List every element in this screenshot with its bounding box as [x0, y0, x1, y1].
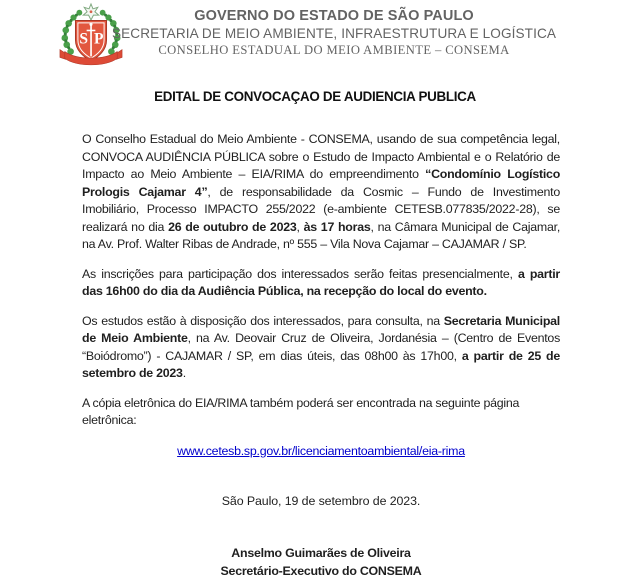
- paragraph-convocation: O Conselho Estadual do Meio Ambiente - CONSEMA, usando de sua competência legal, CONVOCA AUDIÊNCIA PÚBLICA sobre o Estudo de Impacto Ambiental e o Relatório de Impacto ao Meio Ambiente – EIA/RIMA do empreendimento “Condomínio Logístico Prologis Cajamar 4”, de responsabilidade da Cosmic – Fundo de Investimento Imobiliário, Processo IMPACTO 255/2022 (e-ambiente CETESB.077835/2022-28), se realizará no dia 26 de outubro de 2023, às 17 horas, na Câmara Municipal de Cajamar, na Av. Prof. Walter Ribas de Andrade, nº 555 – Vila Nova Cajamar – CAJAMAR / SP.: [82, 132, 561, 251]
- dateline: São Paulo, 19 de setembro de 2023.: [221, 494, 421, 508]
- paragraph-electronic-copy: A cópia eletrônica do EIA/RIMA também poderá ser encontrada na seguinte página eletrônica:: [82, 395, 520, 427]
- link-row: [82, 443, 560, 461]
- document-title: EDITAL DE CONVOCAÇAO DE AUDIENCIA PUBLICA: [154, 89, 476, 104]
- eia-rima-link[interactable]: www.cetesb.sp.gov.br/licenciamentoambiental/eia-rima: [177, 443, 465, 458]
- svg-text:S: S: [79, 30, 89, 48]
- letterhead: [50, 9, 618, 58]
- paragraph-inscriptions: As inscrições para participação dos interessados serão feitas presencialmente, a partir das 16h00 do dia da Audiência Pública, na recepção do local do evento.: [82, 266, 560, 298]
- org-name-secretariat: SECRETARIA DE MEIO AMBIENTE, INFRAESTRUTURA E LOGÍSTICA: [111, 25, 557, 41]
- paragraph-studies-availability: Os estudos estão à disposição dos interessados, para consulta, na Secretaria Municipal de Meio Ambiente, na Av. Deovair Cruz de Oliveira, Jordanésia – (Centro de Eventos “Boiódromo”) - CAJAMAR / SP, em dias úteis, das 08h00 às 17h00, a partir de 25 de setembro de 2023.: [82, 313, 561, 380]
- org-name-government: GOVERNO DO ESTADO DE SÃO PAULO: [194, 8, 474, 24]
- svg-text:P: P: [94, 30, 104, 48]
- signatory-name: Anselmo Guimarães de Oliveira: [231, 545, 411, 560]
- org-name-council: CONSELHO ESTADUAL DO MEIO AMBIENTE – CONSEMA: [158, 42, 510, 57]
- signature-block: [82, 544, 560, 580]
- signatory-role: Secretário-Executivo do CONSEMA: [220, 563, 422, 578]
- document-body: [82, 131, 560, 580]
